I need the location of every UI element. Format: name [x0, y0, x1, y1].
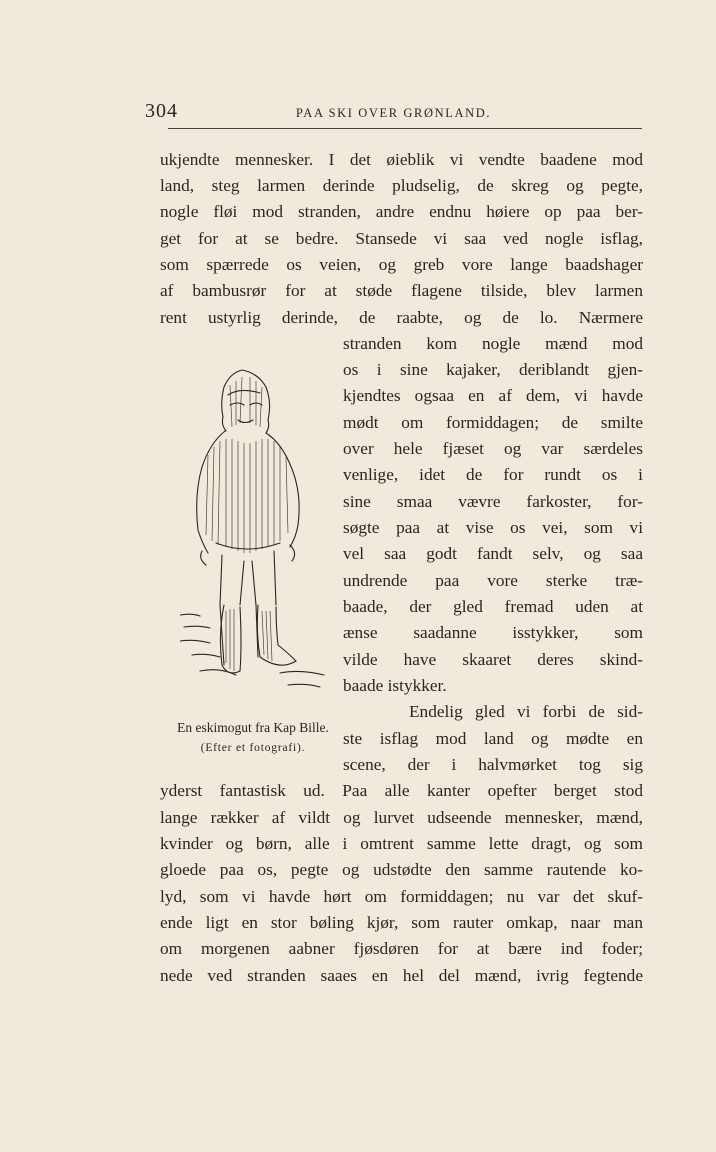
body-line: land, steg larmen derinde pludselig, de skreg og pegte,	[160, 176, 643, 195]
body-line: Endelig gled vi forbi de sid-	[409, 702, 643, 721]
body-line: get for at se bedre. Stansede vi saa ved nogle isflag,	[160, 229, 643, 248]
body-line: os i sine kajaker, deriblandt gjen-	[343, 360, 643, 379]
body-line: gloede paa os, pegte og udstødte den samme rautende ko-	[160, 860, 643, 879]
body-line: vilde have skaaret deres skind-	[343, 650, 643, 669]
body-line: lange rækker af vildt og lurvet udseende mennesker, mænd,	[160, 808, 643, 827]
body-line: yderst fantastisk ud. Paa alle kanter opefter berget stod	[160, 781, 643, 800]
eskimo-boy-illustration	[180, 365, 340, 700]
header-rule	[168, 128, 642, 129]
body-line: om morgenen aabner fjøsdøren for at bære ind foder;	[160, 939, 643, 958]
figure-credit: (Efter et fotografi).	[200, 742, 306, 754]
body-line: ukjendte mennesker. I det øieblik vi vendte baadene mod	[160, 150, 643, 169]
body-line: over hele fjæset og var særdeles	[343, 439, 643, 458]
body-line: som spærrede os veien, og greb vore lange baadshager	[160, 255, 643, 274]
body-line: af bambusrør for at støde flagene tilside, blev larmen	[160, 281, 643, 300]
body-line: ende ligt en stor bøling kjør, som rauter omkap, naar man	[160, 913, 643, 932]
body-line: ste isflag mod land og mødte en	[343, 729, 643, 748]
body-line: undrende paa vore sterke træ-	[343, 571, 643, 590]
body-line: søgte paa at vise os vei, som vi	[343, 518, 643, 537]
page-header	[145, 100, 642, 130]
body-line: rent ustyrlig derinde, de raabte, og de lo. Nærmere	[160, 308, 643, 327]
body-line: venlige, idet de for rundt os i	[343, 465, 643, 484]
body-line: sine smaa vævre farkoster, for-	[343, 492, 643, 511]
body-line: vel saa godt fandt selv, og saa	[343, 544, 643, 563]
body-line: ænse saadanne isstykker, som	[343, 623, 643, 642]
body-line: stranden kom nogle mænd mod	[343, 334, 643, 353]
body-line: baade, der gled fremad uden at	[343, 597, 643, 616]
body-line: scene, der i halvmørket tog sig	[343, 755, 643, 774]
body-line: nede ved stranden saaes en hel del mænd, ivrig fegtende	[160, 966, 643, 985]
running-title: PAA SKI OVER GRØNLAND.	[295, 106, 492, 120]
body-line: kvinder og børn, alle i omtrent samme lette dragt, og som	[160, 834, 643, 853]
page-number: 304	[145, 100, 178, 122]
body-line: mødt om formiddagen; de smilte	[343, 413, 643, 432]
body-line: kjendtes ogsaa en af dem, vi havde	[343, 386, 643, 405]
body-line: nogle fløi mod stranden, andre endnu høiere op paa ber-	[160, 202, 643, 221]
figure-caption: En eskimogut fra Kap Bille.	[177, 720, 329, 735]
body-line: lyd, som vi havde hørt om formiddagen; nu var det skuf-	[160, 887, 643, 906]
body-line: baade istykker.	[343, 676, 447, 695]
